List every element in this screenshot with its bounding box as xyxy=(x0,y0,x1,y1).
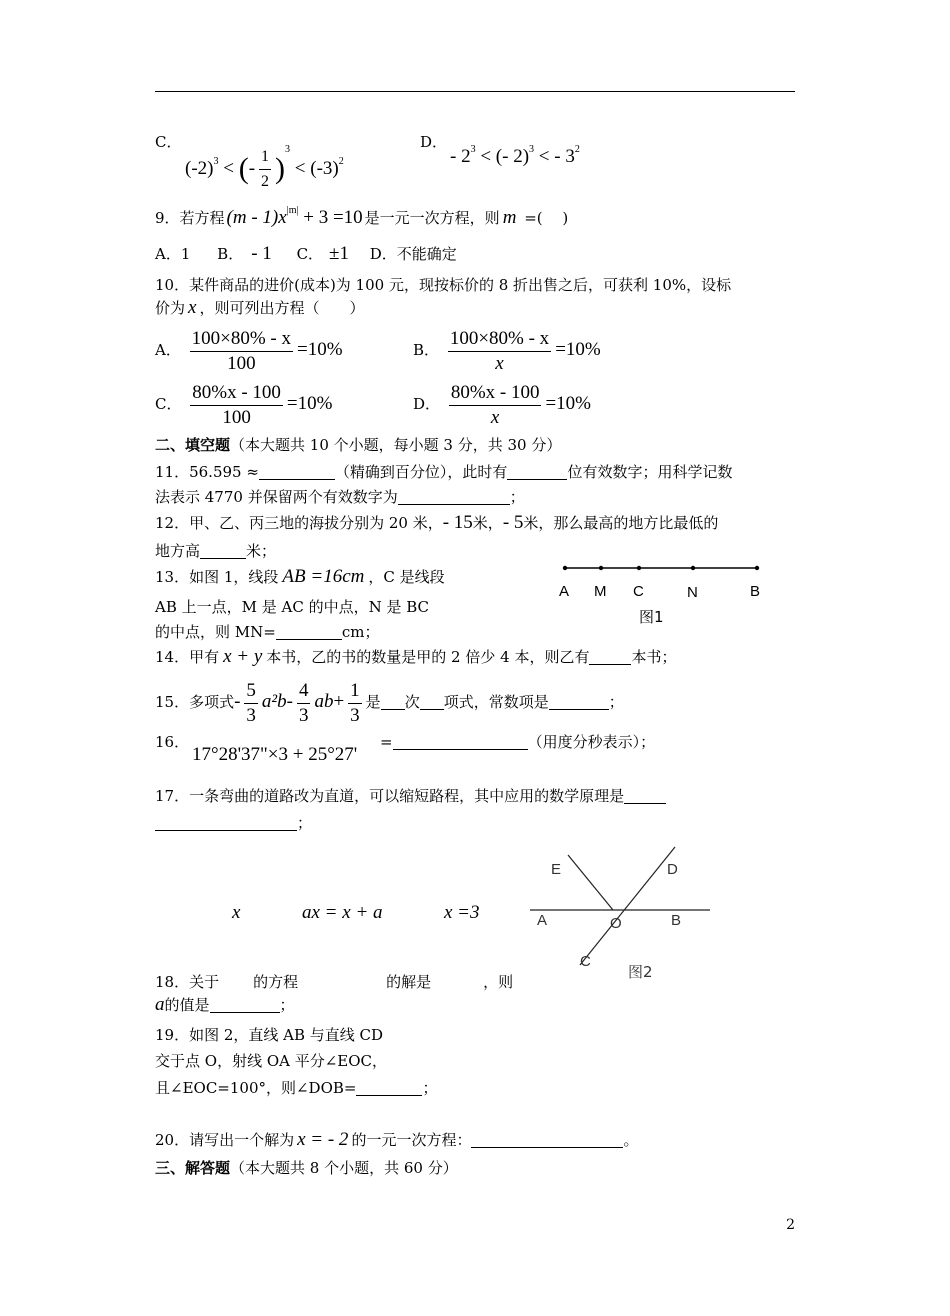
expr-term: (- 2) xyxy=(495,146,530,167)
option-b-label: B． xyxy=(217,245,244,263)
numerator: 1 xyxy=(259,145,271,170)
q18-text: 的解是 xyxy=(386,973,432,991)
fraction xyxy=(297,679,311,728)
term-var: ab xyxy=(314,691,334,712)
exponent: 3 xyxy=(529,144,535,155)
q8-option-c-expr xyxy=(185,140,344,194)
expr-term: - 2 xyxy=(450,146,471,167)
fraction xyxy=(190,381,283,430)
point-label: A xyxy=(559,583,570,600)
q10-line2 xyxy=(155,298,364,318)
q20-text: 20．请写出一个解为 xyxy=(155,1131,295,1149)
q18-text: ； xyxy=(279,996,295,1014)
denominator: 3 xyxy=(298,704,309,726)
q15-text: 次 xyxy=(404,693,420,711)
rhs: =10% xyxy=(286,393,333,414)
variable-m: m xyxy=(502,207,517,228)
question-19: 19．如图 2，直线 AB 与直线 CD xyxy=(155,1026,384,1044)
fraction xyxy=(348,679,362,728)
question-13-line3 xyxy=(155,622,379,642)
sign: - xyxy=(234,691,241,712)
answer-blank[interactable] xyxy=(420,693,444,710)
exponent: 3 xyxy=(470,144,476,155)
question-12 xyxy=(155,513,718,533)
point-label: C xyxy=(633,583,644,600)
q13-text: cm； xyxy=(341,623,380,641)
point-label: D xyxy=(667,861,678,878)
q12-text: 12．甲、乙、丙三地的海拔分别为 20 米， xyxy=(155,514,443,532)
line-cd xyxy=(580,847,675,965)
denominator: 3 xyxy=(246,704,256,726)
question-20 xyxy=(155,1130,638,1150)
q10-suffix: ，则可列出方程（ ） xyxy=(199,299,365,317)
q13-text: 的中点，则 MN= xyxy=(155,623,276,641)
q18-text: 18．关于 xyxy=(155,973,220,991)
q8-option-d-expr xyxy=(450,140,580,167)
expr-term: - 3 xyxy=(554,146,575,167)
option-label: A． xyxy=(155,341,181,359)
q19-text: ； xyxy=(422,1079,438,1097)
fraction xyxy=(448,327,551,376)
question-16-expr: 17°28'37"×3 + 25°27' xyxy=(192,744,358,765)
answer-blank[interactable] xyxy=(398,488,510,505)
less-than: < xyxy=(480,146,492,167)
question-17-line2 xyxy=(155,813,312,833)
numerator: 5 xyxy=(244,679,258,704)
ray-oe xyxy=(568,855,613,910)
denominator: 100 xyxy=(227,352,256,374)
rhs: =10% xyxy=(545,393,592,414)
answer-blank[interactable] xyxy=(507,463,567,480)
less-than: < xyxy=(294,158,306,179)
sign: + xyxy=(333,691,345,712)
answer-blank[interactable] xyxy=(200,542,246,559)
term-var: a²b xyxy=(261,691,287,712)
question-12-line2 xyxy=(155,541,276,561)
point-label: E xyxy=(551,861,562,878)
q14-text: 本书，乙的书的数量是甲的 2 倍少 4 本，则乙有 xyxy=(266,648,590,666)
paren-close: ) xyxy=(275,152,286,185)
point-label: M xyxy=(594,583,607,600)
q10-option-c xyxy=(155,379,332,430)
q10-option-d xyxy=(413,379,591,430)
q8-option-c xyxy=(155,132,181,152)
q9-mid: 是一元一次方程，则 xyxy=(364,209,500,227)
q20-text: 的一元一次方程： xyxy=(351,1131,472,1149)
q9-equation xyxy=(227,207,363,228)
exponent: 3 xyxy=(213,156,219,167)
eq-part: + 3 =10 xyxy=(303,207,363,228)
question-11 xyxy=(155,462,732,482)
q18-text: 的值是 xyxy=(164,996,210,1014)
answer-blank[interactable] xyxy=(276,623,342,640)
q11-text: 位有效数字；用科学记数 xyxy=(567,463,733,481)
expr-term: (-2) xyxy=(185,158,214,179)
point-a-dot xyxy=(563,566,567,570)
option-label: D． xyxy=(413,395,441,413)
q12-text: 米， xyxy=(472,514,503,532)
q13-text: ，C 是线段 xyxy=(368,568,445,586)
q17-text: 17．一条弯曲的道路改为直道，可以缩短路程，其中应用的数学原理是 xyxy=(155,787,625,805)
page-number: 2 xyxy=(786,1217,795,1233)
denominator: 2 xyxy=(261,173,270,191)
exponent: |m| xyxy=(286,205,299,216)
question-9 xyxy=(155,201,568,228)
option-b-value: - 1 xyxy=(251,243,272,264)
rhs: =10% xyxy=(297,339,343,360)
denominator: x xyxy=(490,406,500,428)
option-c-value: ±1 xyxy=(329,243,349,264)
q12-text: 米，那么最高的地方比最低的 xyxy=(523,514,719,532)
point-n-dot xyxy=(691,566,695,570)
option-d: D．不能确定 xyxy=(369,245,457,263)
numerator: 80%x - 100 xyxy=(190,381,283,406)
q11-text: ； xyxy=(509,488,525,506)
question-17 xyxy=(155,786,666,806)
less-than: < xyxy=(538,146,550,167)
section-note: （本大题共 10 个小题，每小题 3 分，共 30 分） xyxy=(230,436,562,454)
fraction xyxy=(259,145,271,194)
fraction xyxy=(190,327,293,376)
value: - 5 xyxy=(502,512,524,533)
q9-suffix: =( ) xyxy=(519,209,569,227)
question-13 xyxy=(155,567,445,587)
math-expr: x = - 2 xyxy=(297,1129,349,1150)
eq-part: (m - 1)x xyxy=(226,207,287,228)
denominator: 3 xyxy=(350,704,360,726)
variable-a: a xyxy=(155,994,165,1015)
q18-math-equation: ax = x + a xyxy=(302,902,383,923)
answer-blank[interactable] xyxy=(393,733,528,750)
question-19-line2: 交于点 O，射线 OA 平分∠EOC， xyxy=(155,1052,388,1070)
answer-blank[interactable] xyxy=(589,648,631,665)
question-15 xyxy=(155,677,624,728)
q18-text: 的方程 xyxy=(253,973,299,991)
figure-caption: 图1 xyxy=(639,608,664,626)
section-title: 二、填空题 xyxy=(155,436,231,454)
q15-text: ； xyxy=(608,693,624,711)
negative-sign: - xyxy=(248,158,256,179)
numerator: 80%x - 100 xyxy=(449,381,542,406)
answer-blank[interactable] xyxy=(155,814,297,831)
q15-text: 项式，常数项是 xyxy=(443,693,549,711)
q10-option-b xyxy=(413,325,601,376)
q13-text: 13．如图 1，线段 xyxy=(155,568,279,586)
question-19-line3 xyxy=(155,1078,438,1098)
denominator: 100 xyxy=(222,406,251,428)
question-14 xyxy=(155,647,676,667)
question-13-line2: AB 上一点，M 是 AC 的中点，N 是 BC xyxy=(155,598,430,616)
q14-text: 本书； xyxy=(631,648,677,666)
option-label: C． xyxy=(155,133,182,151)
value: - 15 xyxy=(442,512,473,533)
less-than: < xyxy=(223,158,234,179)
q18-math-x: x xyxy=(232,902,241,923)
q10-option-a xyxy=(155,325,343,376)
option-a: A．1 xyxy=(155,245,191,263)
answer-blank[interactable] xyxy=(471,1131,623,1148)
answer-blank[interactable] xyxy=(259,463,335,480)
q11-text: （精确到百分位），此时有 xyxy=(334,463,508,481)
numerator: 4 xyxy=(297,679,311,704)
section-note: （本大题共 8 个小题，共 60 分） xyxy=(230,1159,458,1177)
point-c-dot xyxy=(637,566,641,570)
point-label: C xyxy=(580,953,591,970)
fraction xyxy=(449,381,542,430)
q19-text: 且∠EOC=100°，则∠DOB= xyxy=(155,1079,357,1097)
q18-text: ，则 xyxy=(483,973,514,991)
q16-text: = xyxy=(380,733,393,751)
paren-open: ( xyxy=(238,152,249,185)
numerator: 1 xyxy=(348,679,362,704)
section-3-heading xyxy=(155,1158,458,1178)
point-label: N xyxy=(687,584,698,601)
q15-text: 15．多项式 xyxy=(155,693,235,711)
numerator: 100×80% - x xyxy=(448,327,551,352)
q20-text: 。 xyxy=(623,1131,639,1149)
q10-line1: 10．某件商品的进价(成本)为 100 元，现按标价的 8 折出售之后，可获利 10%，设标 xyxy=(155,276,732,294)
q18-math-solution: x =3 xyxy=(444,902,480,923)
answer-blank[interactable] xyxy=(624,787,666,804)
math-expr: x + y xyxy=(223,646,263,667)
sign: - xyxy=(286,691,293,712)
q9-options xyxy=(155,244,457,264)
question-16 xyxy=(380,732,655,752)
answer-blank[interactable] xyxy=(381,693,405,710)
exponent: 3 xyxy=(285,144,291,155)
q16-text: （用度分秒表示）； xyxy=(527,733,656,751)
question-18-line2 xyxy=(155,995,295,1015)
point-m-dot xyxy=(599,566,603,570)
exponent: 2 xyxy=(574,144,580,155)
option-c-label: C． xyxy=(296,245,324,263)
option-label: D． xyxy=(420,133,448,151)
answer-blank[interactable] xyxy=(549,693,609,710)
figure-caption: 图2 xyxy=(628,963,653,981)
point-label: B xyxy=(750,583,761,600)
figure-1-line-segment xyxy=(555,560,775,630)
point-label: A xyxy=(537,912,548,929)
point-label: B xyxy=(671,912,682,929)
q11-text: 11．56.595 ≈ xyxy=(155,463,259,481)
fraction xyxy=(244,679,258,728)
denominator: x xyxy=(495,352,504,374)
point-b-dot xyxy=(755,566,759,570)
q8-option-d xyxy=(420,132,447,152)
answer-blank[interactable] xyxy=(356,1079,422,1096)
q15-text: 是 xyxy=(365,693,381,711)
q12-text: 米； xyxy=(246,542,277,560)
point-label: O xyxy=(610,915,622,932)
expr-term: (-3) xyxy=(310,158,339,179)
option-label: B． xyxy=(413,341,440,359)
question-16-number: 16． xyxy=(155,733,190,751)
question-11-line2 xyxy=(155,487,525,507)
option-label: C． xyxy=(155,395,182,413)
q10-prefix: 价为 xyxy=(155,299,186,317)
q11-text: 法表示 4770 并保留两个有效数字为 xyxy=(155,488,398,506)
q9-prefix: 9．若方程 xyxy=(155,209,225,227)
q17-text: ； xyxy=(297,814,313,832)
section-title: 三、解答题 xyxy=(155,1159,231,1177)
figure-2-intersecting-lines xyxy=(520,825,740,995)
variable-x: x xyxy=(188,297,197,318)
q14-text: 14．甲有 xyxy=(155,648,220,666)
rhs: =10% xyxy=(555,339,601,360)
section-2-heading xyxy=(155,435,561,455)
q12-text: 地方高 xyxy=(155,542,201,560)
math-expr: AB =16cm xyxy=(282,566,365,587)
exponent: 2 xyxy=(338,156,344,167)
question-18 xyxy=(155,972,513,992)
numerator: 100×80% - x xyxy=(190,327,293,352)
answer-blank[interactable] xyxy=(210,996,280,1013)
header-rule xyxy=(155,91,795,92)
